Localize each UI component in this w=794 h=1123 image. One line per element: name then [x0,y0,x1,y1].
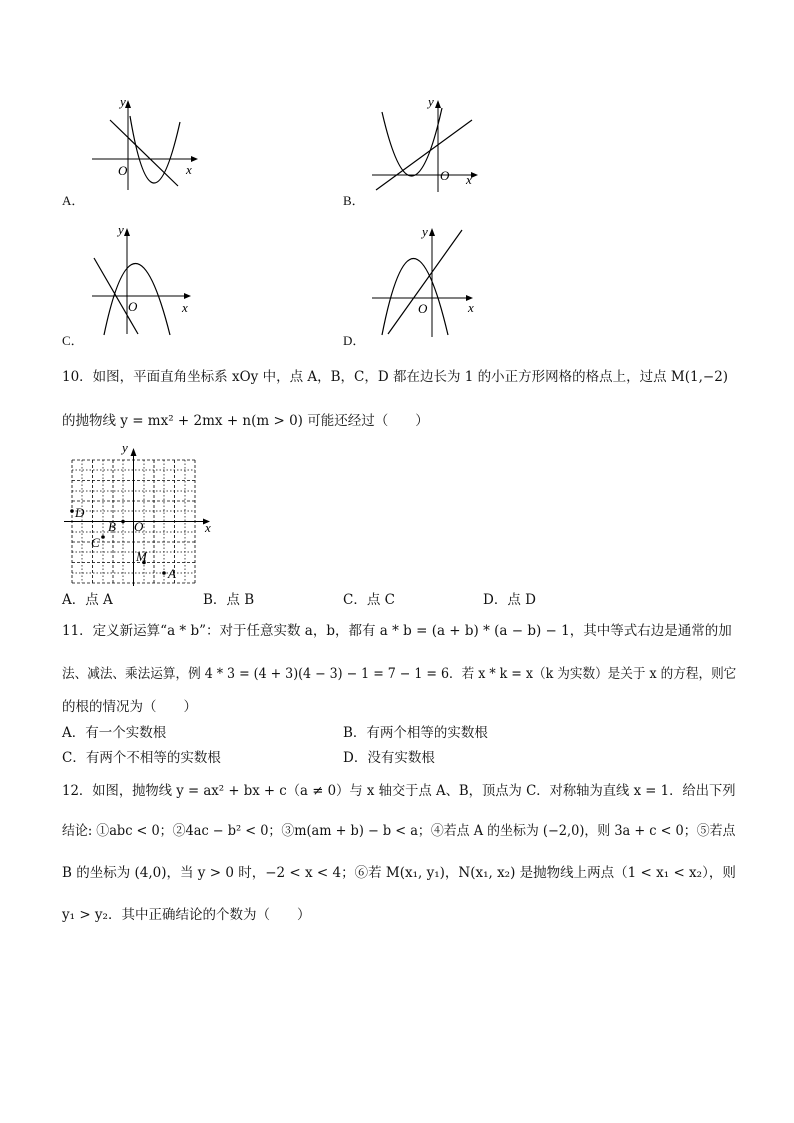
graph-d-x-label: x [468,300,474,315]
graph-b-origin-label: O [440,168,450,183]
graph-d-label: D． [343,333,366,348]
q12-line4: y₁ > y₂．其中正确结论的个数为（ ） [62,907,311,923]
graph-a-label: A． [62,193,85,208]
q10-option-d: D．点 D [483,592,536,608]
q11-option-a: A．有一个实数根 [62,725,167,741]
q10-option-a: A．点 A [62,592,113,608]
graph-c [90,222,200,337]
q11-option-b: B．有两个相等的实数根 [343,725,488,741]
q11-line2: 法、减法、乘法运算，例 4 * 3 = (4 + 3)(4 − 3) − 1 = 7 − 1 = 6．若 x * k = x（k 为实数）是关于 x 的方程，则它 [62,666,737,682]
graph-d [370,222,480,342]
graph-c-x-label: x [182,300,188,315]
q10-label-b: B [108,519,116,534]
graph-b-x-label: x [466,172,472,187]
q10-label-d: D [75,505,85,520]
q12-line2: 结论: ①abc < 0；②4ac − b² < 0；③m(am + b) − b < a；④若点 A 的坐标为 (−2,0)，则 3a + c < 0；⑤若点 [62,823,736,839]
q10-y-label: y [122,440,128,455]
q10-point-d [70,509,74,513]
q11-option-d: D．没有实数根 [343,750,435,766]
q11-option-c: C．有两个不相等的实数根 [62,750,221,766]
graph-d-y-label: y [422,224,428,239]
q12-line3: B 的坐标为 (4,0)，当 y > 0 时，−2 < x < 4；⑥若 M(x₁, y₁)，N(x₁, x₂) 是抛物线上两点（1 < x₁ < x₂），则 [62,865,736,881]
q10-label-m: M [136,549,147,564]
q10-option-b: B．点 B [203,592,255,608]
q10-x-label: x [205,520,211,535]
q10-label-a: A [168,566,176,581]
q11-line3: 的根的情况为（ ） [62,699,197,715]
graph-b [370,92,480,192]
graph-b-label: B． [343,193,365,208]
graph-a [90,92,200,192]
q10-point-a [162,571,166,575]
q10-line1: 10．如图，平面直角坐标系 xOy 中，点 A，B，C，D 都在边长为 1 的小正方形网格的格点上，过点 M(1,−2) [62,369,729,385]
q10-line2: 的抛物线 y = mx² + 2mx + n(m > 0) 可能还经过（ ） [62,413,429,429]
q10-option-c: C．点 C [343,592,395,608]
graph-c-label: C． [62,333,84,348]
q10-grid-figure [64,440,224,590]
q10-point-b [121,520,125,524]
q10-label-c: C [91,535,100,550]
graph-a-x-label: x [186,162,192,177]
graph-a-y-label: y [120,94,126,109]
graph-c-y-label: y [118,222,124,237]
graph-d-origin-label: O [418,301,428,316]
graph-b-y-label: y [428,94,434,109]
graph-a-origin-label: O [118,163,128,178]
q12-line1: 12．如图，抛物线 y = ax² + bx + c（a ≠ 0）与 x 轴交于点 A、B，顶点为 C．对称轴为直线 x = 1．给出下列 [62,783,736,799]
q11-line1: 11．定义新运算“a * b”：对于任意实数 a，b，都有 a * b = (a + b) * (a − b) − 1，其中等式右边是通常的加 [62,623,732,639]
q10-origin-label: O [134,519,144,534]
graph-c-origin-label: O [128,299,138,314]
q10-point-c [101,535,105,539]
